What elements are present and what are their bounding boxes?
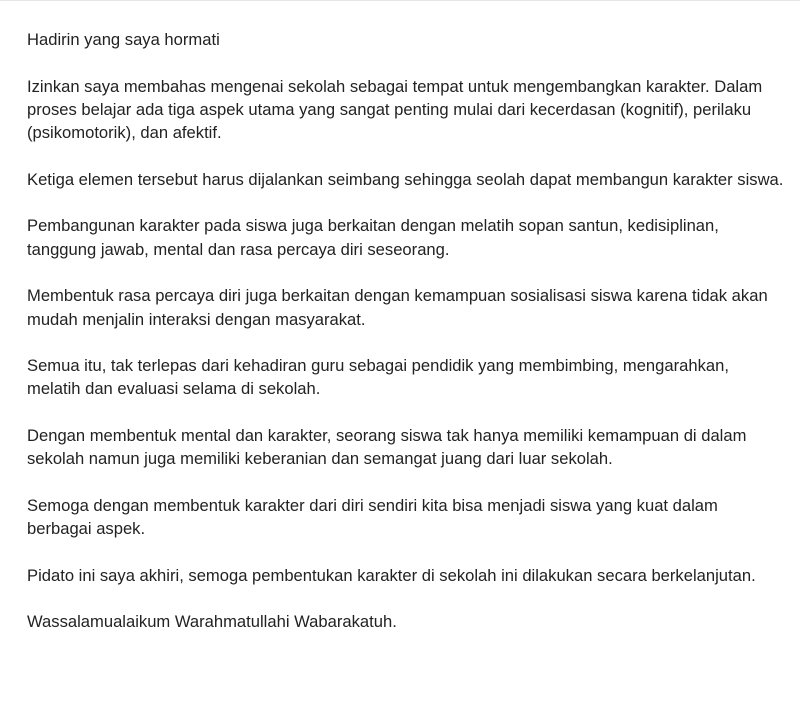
speech-closing: Wassalamualaikum Warahmatullahi Wabarakatuh. [27, 612, 397, 632]
speech-paragraph: Pembangunan karakter pada siswa juga berkaitan dengan melatih sopan santun, kedisiplinan, tanggung jawab, mental dan rasa percaya diri seseorang. [27, 216, 719, 259]
speech-text-body [27, 28, 787, 657]
speech-paragraph: Membentuk rasa percaya diri juga berkaitan dengan kemampuan sosialisasi siswa karena tidak akan mudah menjalin interaksi dengan masyarakat. [27, 286, 768, 329]
speech-paragraph: Pidato ini saya akhiri, semoga pembentukan karakter di sekolah ini dilakukan secara berkelanjutan. [27, 565, 756, 585]
speech-paragraph: Ketiga elemen tersebut harus dijalankan seimbang sehingga seolah dapat membangun karakter siswa. [27, 169, 784, 189]
top-divider [0, 0, 800, 1]
speech-paragraph: Izinkan saya membahas mengenai sekolah sebagai tempat untuk mengembangkan karakter. Dalam proses belajar ada tiga aspek utama yang sangat penting mulai dari kecerdasan (kognitif), perilaku (psikomotorik), dan afektif. [27, 76, 763, 143]
speech-paragraph: Dengan membentuk mental dan karakter, seorang siswa tak hanya memiliki kemampuan di dalam sekolah namun juga memiliki keberanian dan semangat juang dari luar sekolah. [27, 426, 747, 469]
speech-greeting: Hadirin yang saya hormati [27, 30, 220, 49]
speech-paragraph: Semoga dengan membentuk karakter dari diri sendiri kita bisa menjadi siswa yang kuat dalam berbagai aspek. [27, 495, 718, 539]
speech-paragraph: Semua itu, tak terlepas dari kehadiran guru sebagai pendidik yang membimbing, mengarahkan, melatih dan evaluasi selama di sekolah. [27, 356, 729, 399]
